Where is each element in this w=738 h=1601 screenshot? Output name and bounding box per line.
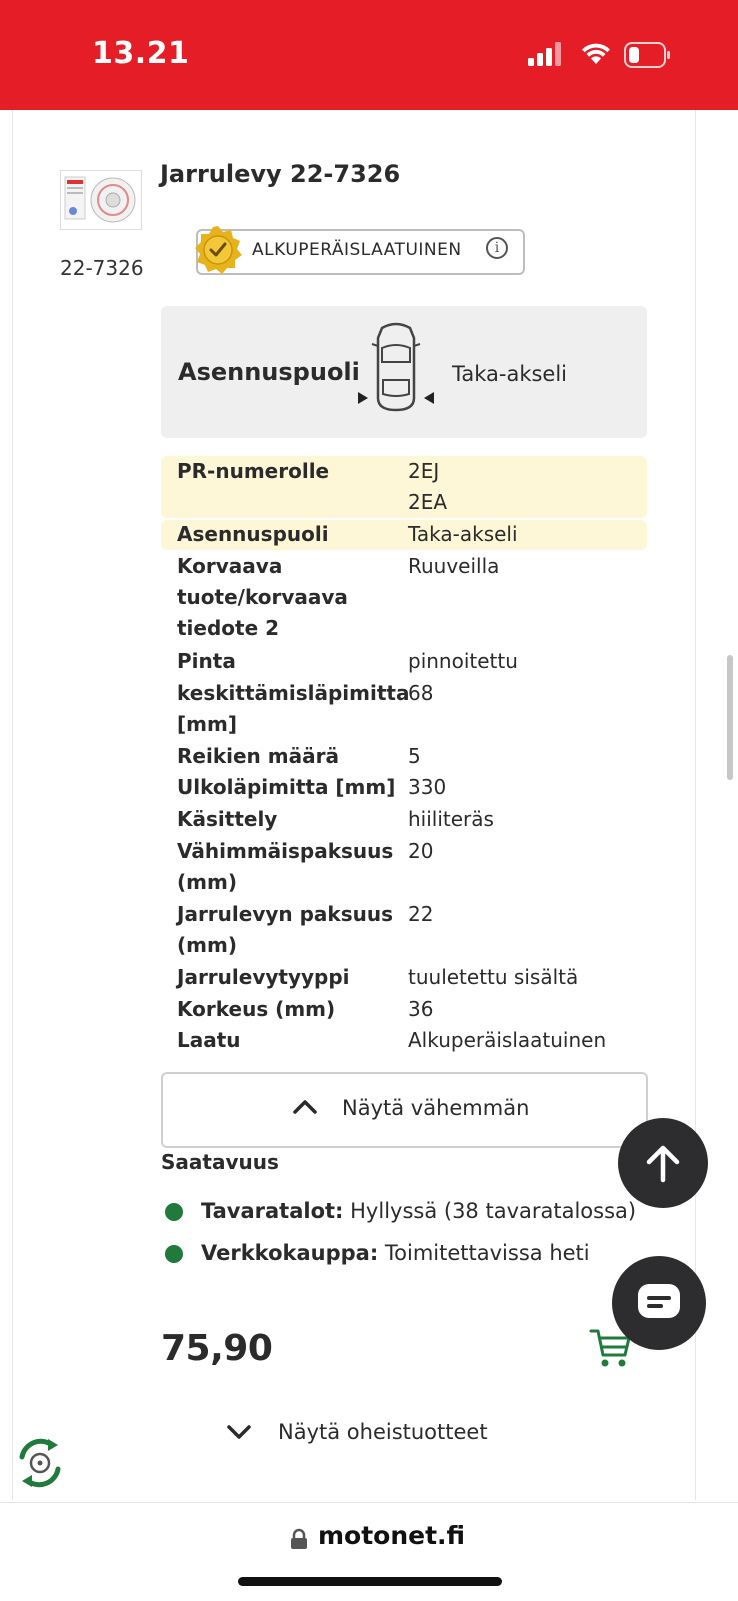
- quality-seal-icon: [192, 224, 244, 276]
- spec-value: pinnoitettu: [408, 649, 518, 673]
- mounting-side-value: Taka-akseli: [452, 362, 568, 386]
- spec-label: Jarrulevyn paksuus (mm): [177, 902, 393, 957]
- home-indicator[interactable]: [238, 1577, 502, 1586]
- car-rear-axle-icon: [354, 318, 438, 418]
- store-availability-value: Hyllyssä (38 tavaratalossa): [350, 1199, 637, 1223]
- spec-label: Pinta: [177, 649, 236, 673]
- chat-button[interactable]: [612, 1256, 706, 1350]
- spec-label: Korkeus (mm): [177, 997, 336, 1021]
- web-availability-value: Toimitettavissa heti: [384, 1241, 590, 1265]
- battery-icon: [624, 42, 672, 68]
- spec-label: keskittämisläpimitta [mm]: [177, 681, 410, 736]
- lock-icon: [290, 1528, 308, 1550]
- in-stock-dot-icon: [165, 1245, 183, 1263]
- url-text[interactable]: motonet.fi: [318, 1521, 466, 1550]
- chat-icon: [612, 1256, 706, 1350]
- thumbnail-sku: 22-7326: [60, 256, 144, 280]
- product-price: 75,90: [161, 1328, 273, 1369]
- spec-value: 330: [408, 775, 447, 799]
- product-thumbnail[interactable]: [60, 170, 142, 230]
- mounting-side-label: Asennuspuoli: [178, 358, 360, 386]
- spec-label: Reikien määrä: [177, 744, 339, 768]
- spec-value: hiiliteräs: [408, 807, 494, 831]
- arrow-up-icon: [618, 1118, 708, 1208]
- spec-value: 2EJ 2EA: [408, 459, 448, 514]
- spec-value: 36: [408, 997, 434, 1021]
- recycle-parts-icon[interactable]: [12, 1435, 68, 1491]
- wifi-icon: [580, 40, 612, 66]
- chevron-down-icon: [226, 1424, 252, 1442]
- spec-label: Vähimmäispaksuus (mm): [177, 839, 394, 894]
- store-availability: [201, 1199, 636, 1223]
- badge-label: ALKUPERÄISLAATUINEN: [252, 240, 462, 260]
- show-related-products-button[interactable]: Näytä oheistuotteet: [278, 1420, 488, 1444]
- spec-value: Alkuperäislaatuinen: [408, 1028, 607, 1052]
- spec-label: Jarrulevytyyppi: [177, 965, 350, 989]
- spec-label: Käsittely: [177, 807, 278, 831]
- web-availability-label: Verkkokauppa:: [201, 1241, 379, 1265]
- web-availability: [201, 1241, 590, 1265]
- status-time: 13.21: [92, 36, 190, 71]
- spec-label: PR-numerolle: [177, 459, 330, 483]
- spec-label: Asennuspuoli: [177, 522, 329, 546]
- cellular-signal-icon: [528, 42, 562, 66]
- brake-disc-image-icon: [61, 171, 141, 229]
- spec-label: Ulkoläpimitta [mm]: [177, 775, 396, 799]
- browser-url-bar[interactable]: [0, 1502, 738, 1601]
- scrollbar[interactable]: [727, 655, 733, 780]
- spec-value: 68: [408, 681, 434, 705]
- spec-value: tuuletettu sisältä: [408, 965, 579, 989]
- scroll-to-top-button[interactable]: [618, 1118, 708, 1208]
- product-title: Jarrulevy 22-7326: [160, 160, 401, 188]
- spec-label: Korvaava tuote/korvaava tiedote 2: [177, 554, 348, 640]
- spec-label: Laatu: [177, 1028, 241, 1052]
- status-bar: [0, 0, 738, 110]
- info-icon[interactable]: i: [486, 237, 508, 259]
- availability-title: Saatavuus: [161, 1150, 279, 1174]
- spec-value: 20: [408, 839, 434, 863]
- spec-value: Taka-akseli: [408, 522, 518, 546]
- spec-value: 22: [408, 902, 434, 926]
- store-availability-label: Tavaratalot:: [201, 1199, 344, 1223]
- in-stock-dot-icon: [165, 1203, 183, 1221]
- chevron-up-icon: [292, 1097, 318, 1115]
- spec-value: 5: [408, 744, 421, 768]
- spec-value: Ruuveilla: [408, 554, 500, 578]
- show-less-label: Näytä vähemmän: [342, 1096, 530, 1120]
